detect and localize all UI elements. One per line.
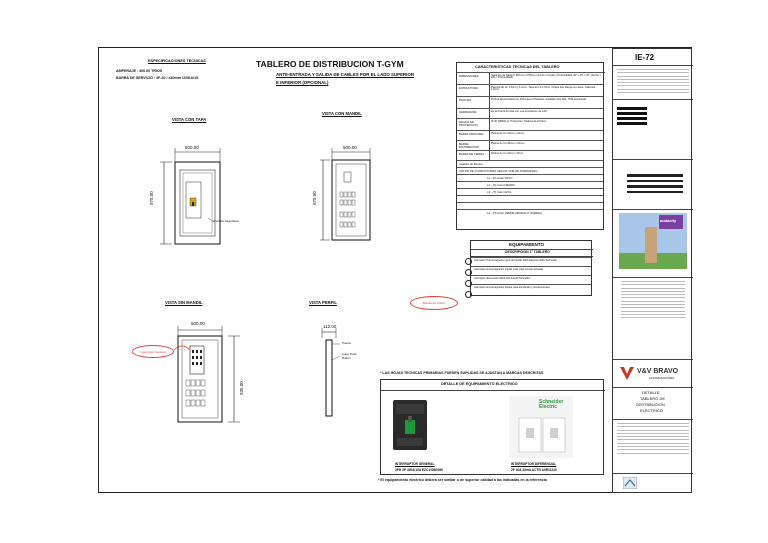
- callout-llave: Llave Push Button: [342, 352, 357, 360]
- char-table-value: Pintura Electrostatica en Polvo Epoxi Poliester, acabado Gris RAL 7032 texturizado: [491, 97, 587, 101]
- sheet-code: IE-72: [635, 53, 655, 62]
- vista-sin-mandil-drawing: [160, 320, 250, 430]
- company-sub: CONSTRUCTORA: [649, 376, 675, 380]
- specs-line-1: AMPERAJE : 400.00 TRIOS: [116, 69, 163, 73]
- char-table-key: DIMENSIONES: [459, 74, 479, 78]
- dim-width-mandil: 500.00: [343, 145, 357, 150]
- specs-block: [108, 58, 238, 90]
- dim-width-perfil: 112.00: [323, 324, 337, 329]
- char-table-key: CERRADURA: [459, 110, 477, 114]
- char-table: [456, 62, 604, 230]
- char-table-value: Platina de Cu 40mm x 10mm: [491, 131, 525, 135]
- breaker-image: [391, 398, 431, 454]
- detail-box: [380, 379, 604, 475]
- char-table-extra: COLOR DE CONDUCTORES SEGUN: CNE DE SUMINISTRO: [457, 167, 603, 175]
- equipment-item: Interruptor Termomagnetico general tripolar 400A Easypact EZC Schneider: [471, 257, 591, 267]
- vista-con-mandil-drawing: [318, 142, 378, 244]
- sheet-desc-4: ELECTRICO: [640, 408, 663, 413]
- char-table-key: GRADO DE PROTECCION: [459, 120, 478, 128]
- char-table-value: Platina de Cu 30mm x 10mm: [491, 141, 525, 145]
- equipment-box: [470, 240, 592, 296]
- company-name: V&V BRAVO: [637, 368, 679, 375]
- char-table-value: Plancha de LF 1.5mm y 1.2mm. Tapa de LF 1.5mm. Chapa tipo Manija con llave. Gabinete 1.5mm: [491, 85, 596, 92]
- detail-title: DETALLE DE EQUIPAMIENTO ELECTRICO: [441, 382, 518, 386]
- company-logo: [619, 365, 687, 383]
- north-icon: [623, 477, 637, 489]
- label-vista-perfil: VISTA PERFIL: [309, 300, 337, 305]
- char-table-key: PINTURA: [459, 98, 472, 102]
- schneider-logo: Schneider Electric: [539, 399, 564, 410]
- sheet-desc-3: DISTRIBUCION: [636, 402, 665, 407]
- cable-row: L2 - (S) Color NEGRO: [457, 181, 603, 189]
- caption-breaker-1: INTERRUPTOR GENERAL: [395, 462, 435, 466]
- char-table-value: Gabinete de Tablero: 500mm x 975mm (Ancho x Fondo x Profundidad) 40" x 25" x 10" (Ancho x Alto x Profundidad): [491, 73, 601, 80]
- cable-row: L4 - (N) Color VERDE AMARILLO (TIERRA): [457, 209, 603, 217]
- drawing-subtitle-1: ANTE-ENTRADA Y SALIDA DE CABLES POR EL LADO SUPERIOR: [276, 72, 414, 77]
- char-table-value: Platina de Cu 20mm x 5mm: [491, 151, 524, 155]
- label-vista-con-mandil: VISTA CON MANDIL: [322, 111, 362, 116]
- label-vista-con-tapa: VISTA CON TAPA: [172, 117, 207, 122]
- vista-con-tapa-drawing: [150, 140, 240, 250]
- char-table-extra: Aislador de Resina: [457, 160, 603, 168]
- note-1: * LAS HOJAS TECNICAS PRIMARIAS FUEDEN SUPLIDAS SE AJUSTAN A MARCAS DESCRITAS: [380, 371, 544, 375]
- project-promo-image: [619, 213, 687, 269]
- label-vista-sin-mandil: VISTA SIN MANDIL: [165, 300, 203, 305]
- char-table-value: En la Puerta Frontal con una Aprobacion de 120°: [491, 109, 548, 113]
- schneider-image: [509, 396, 573, 458]
- callout-visor: Visor de Seguridad: [213, 219, 239, 223]
- sheet-desc-1: DETALLE: [642, 390, 660, 395]
- char-table-key: BARRA DE TIERRA: [459, 152, 485, 156]
- specs-line-2: BARRA DE SERVICIO : 3F-40 / 440mm 100KA/1S: [116, 76, 199, 80]
- dim-height-sin-mandil: 935.00: [239, 381, 244, 395]
- dim-width-sin-mandil: 500.00: [191, 321, 205, 326]
- equipment-item: Interruptor termomagnetico tripolar para cada circuito derivado: [471, 266, 591, 276]
- dim-height-mandil: 975.00: [312, 191, 317, 205]
- callout-barras-cobre: Barras de Cobre: [410, 296, 458, 310]
- caption-breaker-2: 3PH 3P 400A/10A EZC100B3050: [395, 468, 444, 472]
- char-table-key: ESTRUCTURA: [459, 86, 479, 90]
- equipment-title: EQUIPAMIENTO: [509, 242, 545, 247]
- cable-row: L3 - (T) Color AZUL: [457, 188, 603, 196]
- char-table-key: BARRA PRINCIPAL: [459, 132, 484, 136]
- drawing-title: TABLERO DE DISTRIBUCION T-GYM: [256, 59, 404, 69]
- cable-row: L1 - (R) Color ROJO: [457, 174, 603, 182]
- dim-width-tapa: 500.00: [185, 145, 199, 150]
- char-table-title: CARACTERISTICAS TECNICAS DEL TABLERO: [475, 65, 560, 69]
- equipment-markers: [465, 258, 472, 298]
- caption-schneider-2: 2P 40A 30mA ACTI9 A9R11240: [511, 468, 557, 472]
- drawing-subtitle-2: E INFERIOR (OPCIONAL): [276, 80, 329, 85]
- caption-schneider-1: INTERRUPTOR DIFERENCIAL: [511, 462, 557, 466]
- vista-perfil-drawing: [318, 322, 378, 422]
- dim-height-tapa: 975.00: [149, 191, 154, 205]
- note-2: * El equipamiento electrico debera ser similar o de superior calidad a las indicadas en la referencia: [378, 478, 547, 482]
- equipment-item: Interruptor diferencial 2x40A 30mA Acti9 Schneider: [471, 275, 591, 285]
- callout-interruptor-general: Interruptor General: [132, 345, 174, 358]
- promo-text: audacity: [660, 218, 677, 223]
- equipment-item: Interruptor termomagnetico bipolar para alumbrado y tomacorrientes: [471, 284, 591, 294]
- callout-puerta: Puerta: [342, 341, 351, 345]
- char-table-key: BARRA DISTRIBUCION: [459, 142, 480, 150]
- char-table-value: IP 40 (NEMA 1). Proteccion Tradicional al Polvo: [491, 119, 546, 123]
- equipment-subtitle: DESCRIPCION 1° TABLERO: [505, 250, 550, 254]
- sheet-desc-2: TABLERO DE: [640, 396, 666, 401]
- title-block: [612, 48, 692, 493]
- specs-heading: ESPECIFICACIONES TECNICAS: [148, 59, 206, 63]
